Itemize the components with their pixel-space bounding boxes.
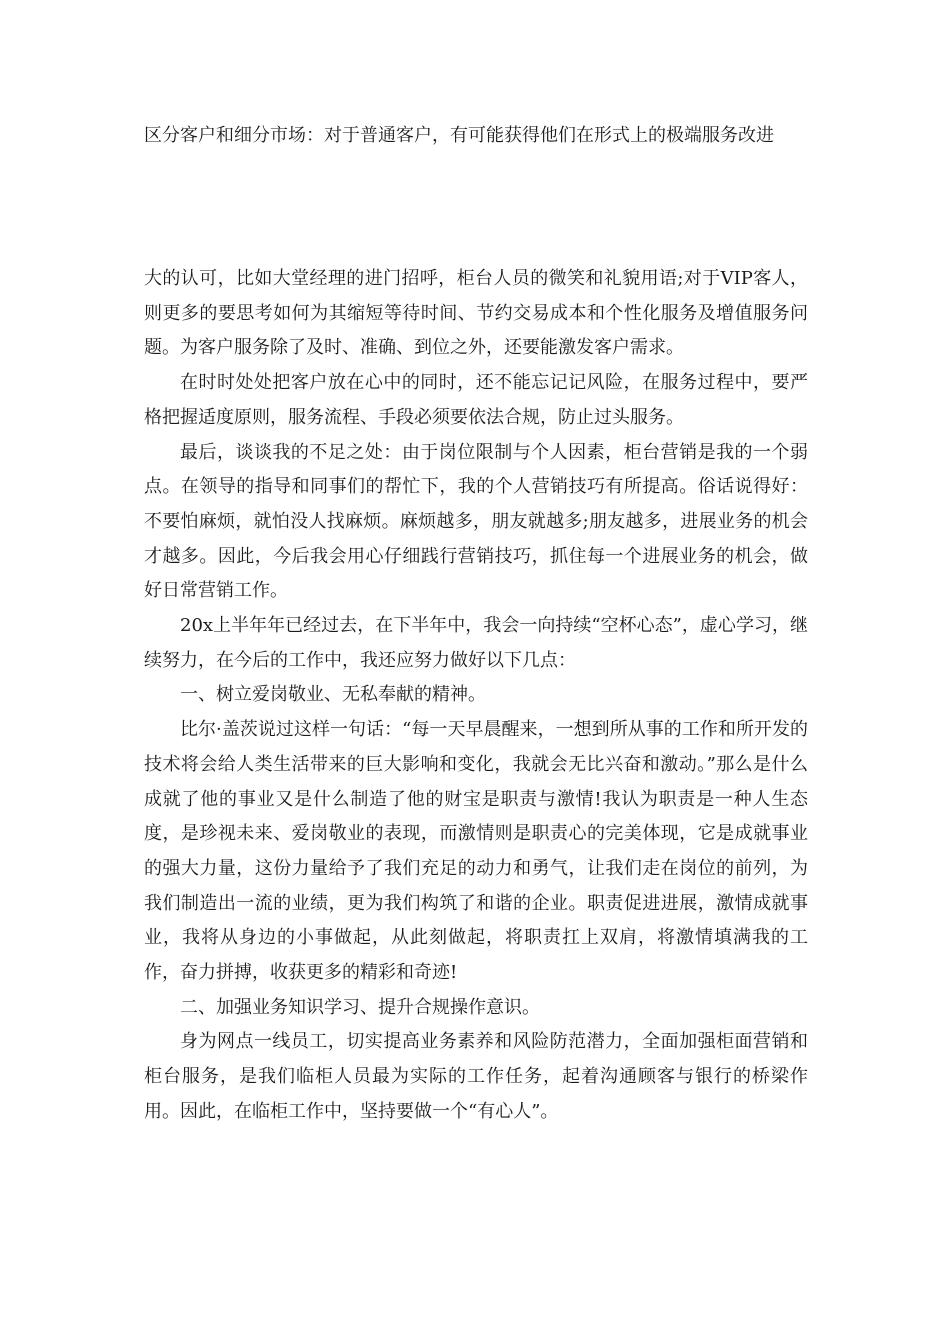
paragraph-5: 比尔·盖茨说过这样一句话：“每一天早晨醒来，一想到所从事的工作和所开发的技术将会给人类生活带来的巨大影响和变化，我就会无比兴奋和激动。”那么是什么成就了他的事业又是什么制造了他的财宝是职责与激情!我认为职责是一种人生态度，是珍视未来、爱岗敬业的表现，而激情则是职责心的完美体现，它是成就事业的强大力量，这份力量给予了我们充足的动力和勇气，让我们走在岗位的前列，为我们制造出一流的业绩，更为我们构筑了和谐的企业。职责促进进展，激情成就事业，我将从身边的小事做起，从此刻做起，将职责扛上双肩，将激情填满我的工作，奋力拼搏，收获更多的精彩和奇迹!	[144, 719, 808, 984]
top-text-block	[144, 119, 808, 154]
section-heading-2: 二、加强业务知识学习、提升合规操作意识。	[180, 996, 540, 1018]
paragraph-6: 身为网点一线员工，切实提高业务素养和风险防范潜力，全面加强柜面营销和柜台服务，是我们临柜人员最为实际的工作任务，起着沟通顾客与银行的桥梁作用。因此，在临柜工作中，坚持要做一个“有心人”。	[144, 1031, 808, 1122]
section-heading-1: 一、树立爱岗敬业、无私奉献的精神。	[180, 684, 486, 706]
paragraph-3: 最后，谈谈我的不足之处：由于岗位限制与个人因素，柜台营销是我的一个弱点。在领导的指导和同事们的帮忙下，我的个人营销技巧有所提高。俗话说得好：不要怕麻烦，就怕没人找麻烦。麻烦越多，朋友就越多;朋友越多，进展业务的机会才越多。因此，今后我会用心仔细践行营销技巧，抓住每一个进展业务的机会，做好日常营销工作。	[144, 441, 808, 602]
paragraph-2: 在时时处处把客户放在心中的同时，还不能忘记记风险，在服务过程中，要严格把握适度原则，服务流程、手段必须要依法合规，防止过头服务。	[144, 372, 808, 428]
paragraph-1: 大的认可，比如大堂经理的进门招呼，柜台人员的微笑和礼貌用语;对于VIP客人，则更多的要思考如何为其缩短等待时间、节约交易成本和个性化服务及增值服务问题。为客户服务除了及时、准确、到位之外，还要能激发客户需求。	[144, 268, 808, 359]
paragraph-4: 20x上半年年已经过去，在下半年中，我会一向持续“空杯心态”，虚心学习，继续努力，在今后的工作中，我还应努力做好以下几点：	[144, 615, 808, 671]
main-text-block	[144, 262, 808, 1130]
paragraph-top: 区分客户和细分市场：对于普通客户，有可能获得他们在形式上的极端服务改进	[144, 125, 774, 146]
